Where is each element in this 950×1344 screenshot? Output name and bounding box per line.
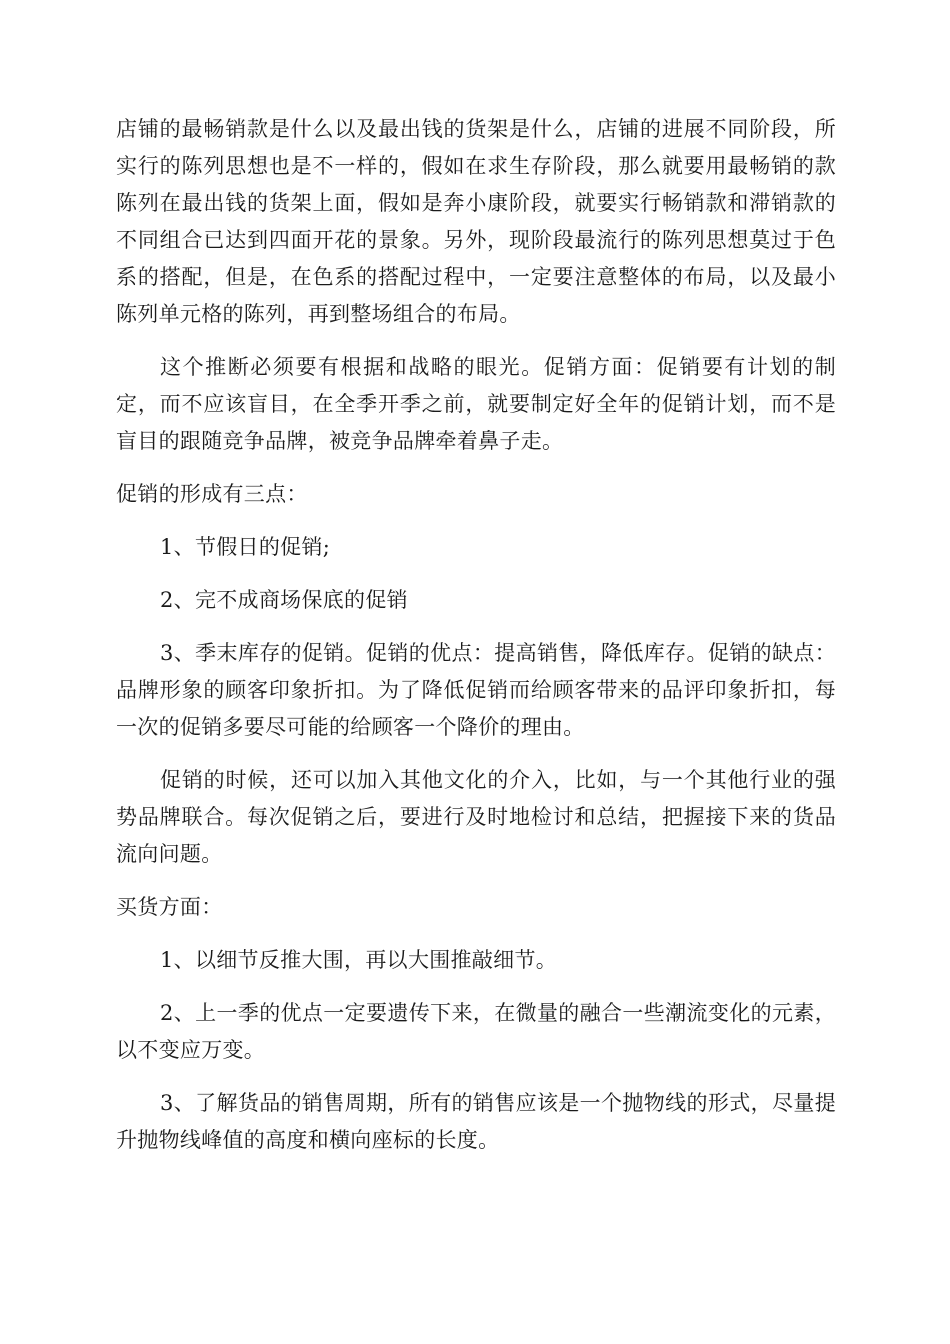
paragraph-display-strategy: 店铺的最畅销款是什么以及最出钱的货架是什么，店铺的进展不同阶段，所实行的陈列思想也是不一样的，假如在求生存阶段，那么就要用最畅销的款陈列在最出钱的货架上面，假如是奔小康阶段，就要实行畅销款和滞销款的不同组合已达到四面开花的景象。另外，现阶段最流行的陈列思想莫过于色系的搭配，但是，在色系的搭配过程中，一定要注意整体的布局，以及最小陈列单元格的陈列，再到整场组合的布局。 xyxy=(116,117,836,326)
paragraph-buying-heading: 买货方面： xyxy=(116,895,223,919)
list-item-buying-details: 1、以细节反推大围，再以大围推敲细节。 xyxy=(160,948,558,972)
document-body xyxy=(116,111,836,1159)
list-item-mall-minimum-promotion: 2、完不成商场保底的促销 xyxy=(160,588,408,612)
list-item-buying-sales-cycle: 3、了解货品的销售周期，所有的销售应该是一个抛物线的形式，尽量提升抛物线峰值的高度和横向座标的长度。 xyxy=(116,1091,836,1152)
paragraph-promotion-planning: 这个推断必须要有根据和战略的眼光。促销方面：促销要有计划的制定，而不应该盲目，在全季开季之前，就要制定好全年的促销计划，而不是盲目的跟随竞争品牌，被竞争品牌牵着鼻子走。 xyxy=(116,355,836,453)
paragraph-promotion-review: 促销的时候，还可以加入其他文化的介入，比如，与一个其他行业的强势品牌联合。每次促销之后，要进行及时地检讨和总结，把握接下来的货品流向问题。 xyxy=(116,768,836,866)
paragraph-promotion-types-heading: 促销的形成有三点： xyxy=(116,482,308,506)
list-item-holiday-promotion: 1、节假日的促销; xyxy=(160,535,331,559)
list-item-season-end-promotion: 3、季末库存的促销。促销的优点：提高销售，降低库存。促销的缺点：品牌形象的顾客印象折扣。为了降低促销而给顾客带来的品评印象折扣，每一次的促销多要尽可能的给顾客一个降价的理由。 xyxy=(116,641,836,739)
list-item-buying-inherit: 2、上一季的优点一定要遗传下来，在微量的融合一些潮流变化的元素，以不变应万变。 xyxy=(116,1001,836,1062)
